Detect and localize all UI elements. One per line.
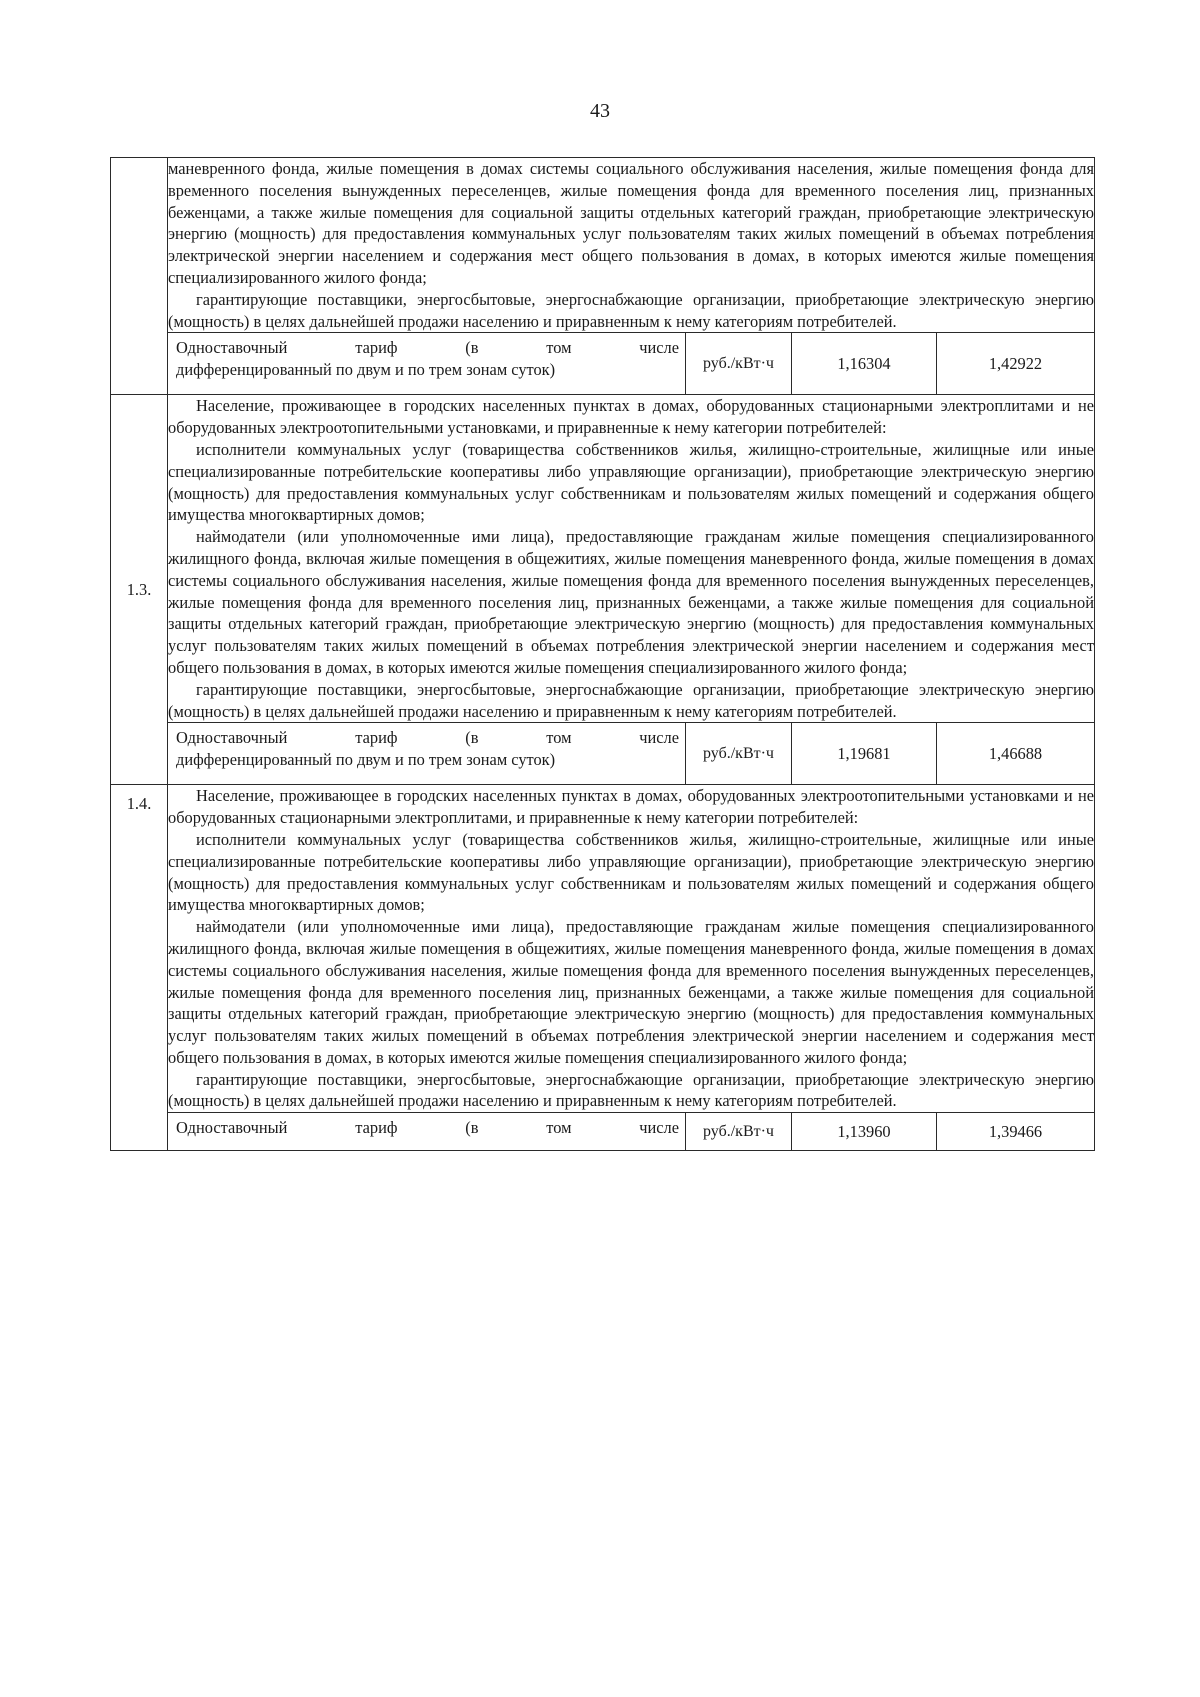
tariff-row bbox=[111, 333, 1095, 395]
paragraph: наймодатели (или уполномоченные ими лица), предоставляющие гражданам жилые помещения специализированного жилищного фонда, включая жилые помещения в общежитиях, жилые помещения маневренного фонда, жилые помещения в домах системы социального обслуживания населения, жилые помещения фонда для временного поселения вынужденных переселенцев, жилые помещения фонда для временного поселения лиц, признанных беженцами, а также жилые помещения для социальной защиты отдельных категорий граждан, приобретающие электрическую энергию (мощность) для предоставления коммунальных услуг пользователям таких жилых помещений в объемах потребления электрической энергии населением и содержания мест общего пользования в домах, в которых имеются жилые помещения специализированного жилого фонда; bbox=[168, 917, 1094, 1067]
tariff-label bbox=[168, 723, 686, 785]
tariff-label-line2: дифференцированный по двум и по трем зонам суток) bbox=[176, 750, 556, 770]
page-number: 43 bbox=[590, 100, 610, 122]
tariff-value-2: 1,46688 bbox=[937, 723, 1095, 785]
paragraph: гарантирующие поставщики, энергосбытовые, энергоснабжающие организации, приобретающие электрическую энергию (мощность) в целях дальнейшей продажи населению и приравненным к нему категориям потребителей. bbox=[168, 289, 1094, 331]
tariff-value-1: 1,19681 bbox=[792, 723, 937, 785]
tariff-label-line2: дифференцированный по двум и по трем зонам суток) bbox=[176, 360, 556, 380]
tariff-label-line1: Одноставочный тариф (в том числе bbox=[176, 1118, 679, 1138]
tariff-row bbox=[111, 1113, 1095, 1151]
tariff-unit: руб./кВт·ч bbox=[686, 723, 792, 785]
row-number: 1.3. bbox=[111, 395, 168, 785]
tariff-value-1: 1,13960 bbox=[792, 1113, 937, 1151]
row-description bbox=[168, 785, 1095, 1113]
table-row bbox=[111, 785, 1095, 1113]
paragraph: Население, проживающее в городских населенных пунктах в домах, оборудованных электроотопительными установками и не оборудованных стационарными электроплитами, и приравненные к нему категории потребителей: bbox=[168, 786, 1094, 828]
tariff-label bbox=[168, 1113, 686, 1151]
table-row bbox=[111, 395, 1095, 723]
row-description bbox=[168, 158, 1095, 333]
row-description bbox=[168, 395, 1095, 723]
tariff-label-line1: Одноставочный тариф (в том числе bbox=[176, 728, 679, 748]
paragraph: Население, проживающее в городских населенных пунктах в домах, оборудованных стационарными электроплитами и не оборудованных электроотопительными установками, и приравненные к нему категории потребителей: bbox=[168, 396, 1094, 438]
tariff-label-line1: Одноставочный тариф (в том числе bbox=[176, 338, 679, 358]
paragraph: гарантирующие поставщики, энергосбытовые, энергоснабжающие организации, приобретающие электрическую энергию (мощность) в целях дальнейшей продажи населению и приравненным к нему категориям потребителей. bbox=[168, 679, 1094, 721]
tariff-value-2: 1,42922 bbox=[937, 333, 1095, 395]
tariff-unit: руб./кВт·ч bbox=[686, 333, 792, 395]
tariff-value-1: 1,16304 bbox=[792, 333, 937, 395]
tariff-unit: руб./кВт·ч bbox=[686, 1113, 792, 1151]
row-number bbox=[111, 158, 168, 395]
paragraph: маневренного фонда, жилые помещения в домах системы социального обслуживания населения, жилые помещения фонда для временного поселения вынужденных переселенцев, жилые помещения фонда для временного поселения лиц, признанных беженцами, а также жилые помещения для социальной защиты отдельных категорий граждан, приобретающие электрическую энергию (мощность) для предоставления коммунальных услуг пользователям таких жилых помещений в объемах потребления электрической энергии населением и содержания мест общего пользования в домах, в которых имеются жилые помещения специализированного жилого фонда; bbox=[168, 159, 1094, 287]
tariff-label bbox=[168, 333, 686, 395]
tariff-row bbox=[111, 723, 1095, 785]
paragraph: исполнители коммунальных услуг (товарищества собственников жилья, жилищно-строительные, жилищные или иные специализированные потребительские кооперативы либо управляющие организации), приобретающие электрическую энергию (мощность) для предоставления коммунальных услуг собственникам и пользователям жилых помещений и содержания общего имущества многоквартирных домов; bbox=[168, 439, 1094, 525]
paragraph: исполнители коммунальных услуг (товарищества собственников жилья, жилищно-строительные, жилищные или иные специализированные потребительские кооперативы либо управляющие организации), приобретающие электрическую энергию (мощность) для предоставления коммунальных услуг собственникам и пользователям жилых помещений и содержания общего имущества многоквартирных домов; bbox=[168, 829, 1094, 915]
row-number: 1.4. bbox=[111, 785, 168, 1151]
tariff-value-2: 1,39466 bbox=[937, 1113, 1095, 1151]
tariff-table bbox=[110, 157, 1095, 1151]
table-row bbox=[111, 158, 1095, 333]
paragraph: наймодатели (или уполномоченные ими лица), предоставляющие гражданам жилые помещения специализированного жилищного фонда, включая жилые помещения в общежитиях, жилые помещения маневренного фонда, жилые помещения в домах системы социального обслуживания населения, жилые помещения фонда для временного поселения вынужденных переселенцев, жилые помещения фонда для временного поселения лиц, признанных беженцами, а также жилые помещения для социальной защиты отдельных категорий граждан, приобретающие электрическую энергию (мощность) для предоставления коммунальных услуг пользователям таких жилых помещений в объемах потребления электрической энергии населением и содержания мест общего пользования в домах, в которых имеются жилые помещения специализированного жилого фонда; bbox=[168, 527, 1094, 677]
paragraph: гарантирующие поставщики, энергосбытовые, энергоснабжающие организации, приобретающие электрическую энергию (мощность) в целях дальнейшей продажи населению и приравненным к нему категориям потребителей. bbox=[168, 1069, 1094, 1111]
